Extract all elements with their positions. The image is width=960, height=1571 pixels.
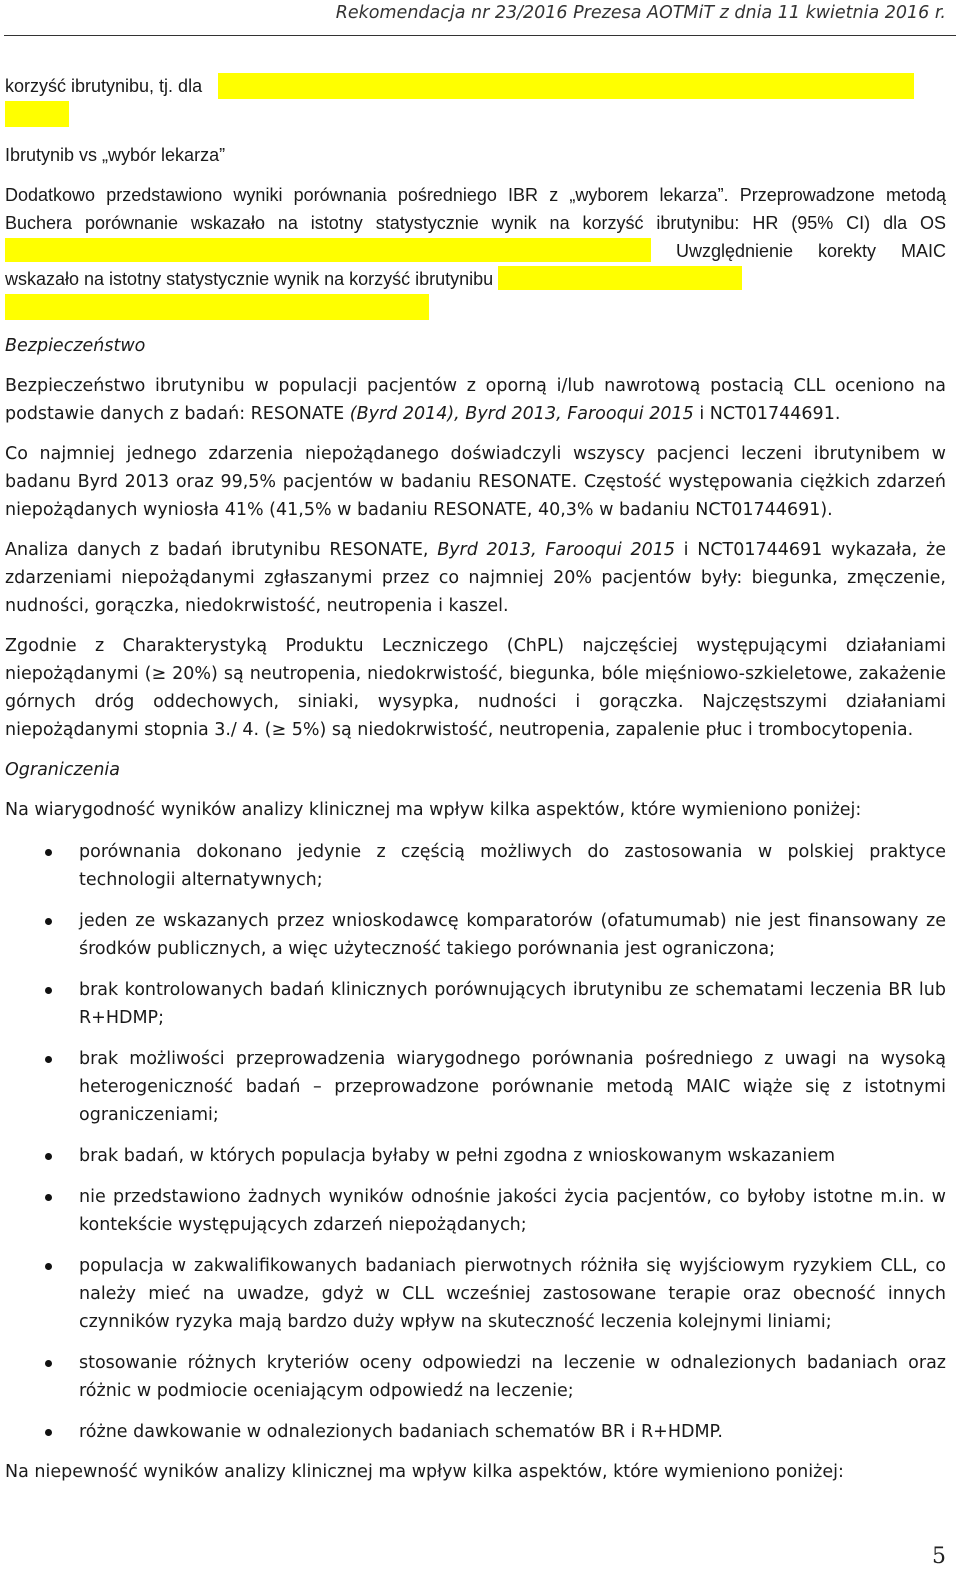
list-item: porównania dokonano jedynie z częścią możliwych do zastosowania w polskiej praktyce technologii alternatywnych; [5,838,946,894]
paragraph: Na wiarygodność wyników analizy klinicznej ma wpływ kilka aspektów, które wymieniono poniżej: [5,800,862,820]
paragraph-text: korekty MAIC wskazało na istotny statystycznie wynik na korzyść ibrutynibu [5,241,946,289]
list-item: populacja w zakwalifikowanych badaniach pierwotnych różniła się wyjściowym ryzykiem CLL, co należy mieć na uwadze, gdyż w CLL wcześniej zastosowane terapie oraz obecność innych czynników ryzyka mają bardzo duży wpływ na skuteczność leczenia kolejnymi liniami; [5,1252,946,1336]
redaction-highlight [5,294,429,320]
paragraph: Co najmniej jednego zdarzenia niepożądanego doświadczyli wszyscy pacjenci leczeni ibrutynibem w badanu Byrd 2013 oraz 99,5% pacjentów w badaniu RESONATE. Częstość występowania ciężkich zdarzeń niepożądanych wyniosła 41% (41,5% w badaniu RESONATE, 40,3% w badaniu NCT01744691). [5,444,946,520]
page-header [4,0,956,36]
paragraph-text: Uwzględnienie [675,241,794,261]
section-heading-ibr-vs-doctor: Ibrutynib vs „wybór lekarza” [5,145,226,165]
paragraph-text: Analiza danych z badań ibrutynibu RESONATE, [5,540,438,560]
study-names: Byrd 2013, Farooqui 2015 [437,540,675,560]
list-item: nie przedstawiono żadnych wyników odnośnie jakości życia pacjentów, co byłoby istotne m.in. w kontekście występujących zdarzeń niepożądanych; [5,1183,946,1239]
redaction-highlight [5,238,651,262]
paragraph-text: i NCT01744691. [693,404,841,424]
limitations-list [5,838,946,1446]
paragraph-text: i NCT01744691 wykazała, że zdarzeniami niepożądanymi zgłaszanymi przez co najmniej 20% pacjentów były: biegunka, zmęczenie, nudności, gorączka, niedokrwistość, neutropenia i kaszel. [5,540,946,616]
paragraph-text: Bezpieczeństwo ibrutynibu w populacji pacjentów z oporną i/lub nawrotową postacią CLL oceniono na podstawie danych z badań: RESONATE [5,376,946,424]
page-number: 5 [932,1544,946,1569]
redaction-highlight [498,266,742,290]
list-item: brak możliwości przeprowadzenia wiarygodnego porównania pośredniego z uwagi na wysoką heterogeniczność badań – przeprowadzone porównanie metodą MAIC wiąże się z istotnymi ograniczeniami; [5,1045,946,1129]
intro-text: korzyść ibrutynibu, tj. dla [5,75,203,96]
intro-line [5,72,946,100]
redaction-highlight [5,101,69,127]
paragraph [5,536,946,620]
paragraph [5,181,946,293]
redaction-highlight [218,73,914,99]
paragraph-text: Dodatkowo przedstawiono wyniki porównania pośredniego IBR z „wyborem lekarza”. Przeprowadzone metodą Buchera porównanie wskazało na istotny statystycznie wynik na korzyść ibrutynibu: HR (95% CI) dla OS [5,185,946,233]
document-body [5,70,946,1486]
paragraph: Zgodnie z Charakterystyką Produktu Leczniczego (ChPL) najczęściej występującymi działaniami niepożądanymi (≥ 20%) są neutropenia, niedokrwistość, biegunka, bóle mięśniowo-szkieletowe, zakażenie górnych dróg oddechowych, siniaki, wysypka, nudności i gorączka. Najczęstszymi działaniami niepożądanymi stopnia 3./ 4. (≥ 5%) są niedokrwistość, neutropenia, zapalenie płuc i trombocytopenia. [5,636,946,740]
paragraph [5,372,946,428]
study-names: (Byrd 2014), Byrd 2013, Farooqui 2015 [349,404,694,424]
paragraph: Na niepewność wyników analizy klinicznej ma wpływ kilka aspektów, które wymieniono poniżej: [5,1462,844,1482]
section-heading-limitations: Ograniczenia [5,760,121,780]
list-item: brak badań, w których populacja byłaby w pełni zgodna z wnioskowanym wskazaniem [5,1142,946,1170]
document-title: Rekomendacja nr 23/2016 Prezesa AOTMiT z dnia 11 kwietnia 2016 r. [335,3,946,23]
list-item: brak kontrolowanych badań klinicznych porównujących ibrutynibu ze schematami leczenia BR lub R+HDMP; [5,976,946,1032]
list-item: stosowanie różnych kryteriów oceny odpowiedzi na leczenie w odnalezionych badaniach oraz różnic w podmiocie oceniającym odpowiedź na leczenie; [5,1349,946,1405]
list-item: jeden ze wskazanych przez wnioskodawcę komparatorów (ofatumumab) nie jest finansowany ze środków publicznych, a więc użyteczność takiego porównania jest ograniczona; [5,907,946,963]
list-item: różne dawkowanie w odnalezionych badaniach schematów BR i R+HDMP. [5,1418,946,1446]
section-heading-safety: Bezpieczeństwo [5,336,146,356]
